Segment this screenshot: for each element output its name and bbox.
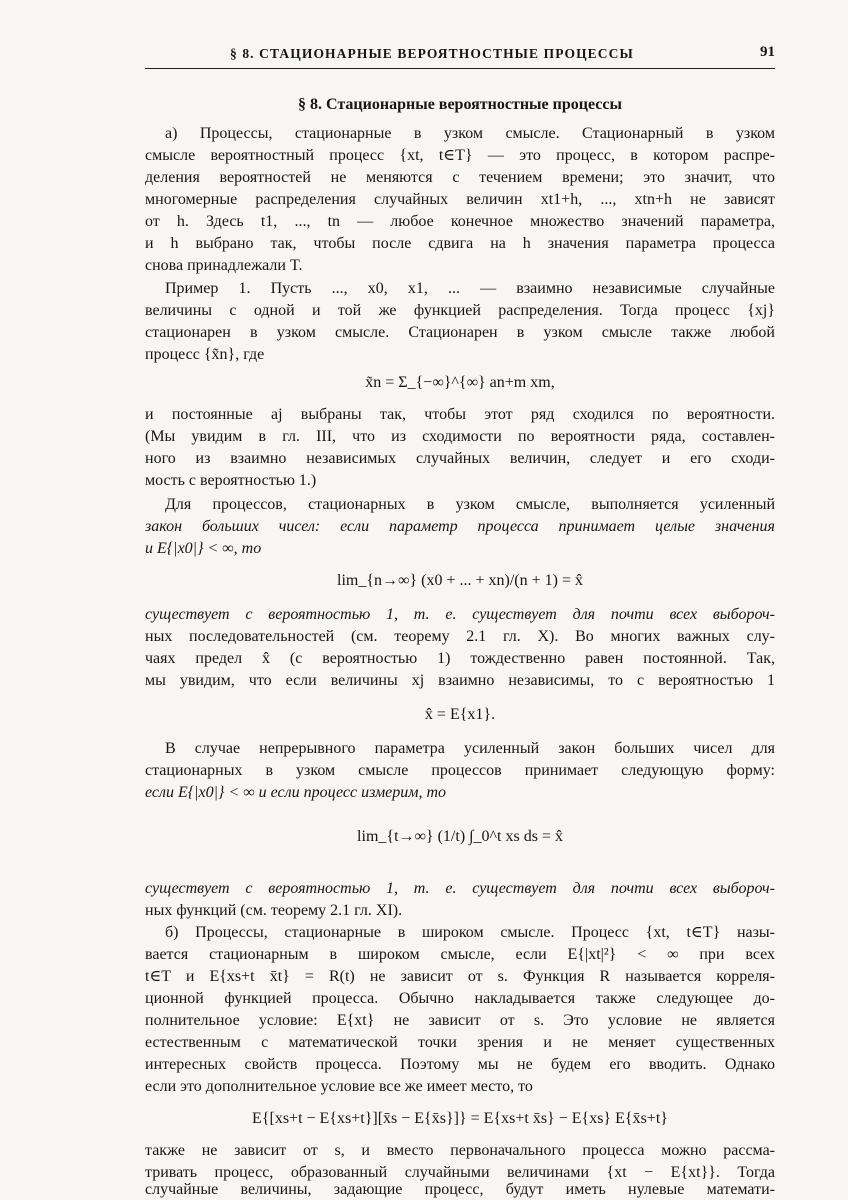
header-rule <box>145 68 775 69</box>
text-line: ных последовательностей (см. теорему 2.1 гл. X). Во многих важных слу- <box>145 628 775 645</box>
text-line: закон больших чисел: если параметр процесса принимает целые значения <box>145 518 775 535</box>
text-line: t∈T и E{xs+t x̄t} = R(t) не зависит от s. Функция R называется корреля- <box>145 968 775 985</box>
text-line: многомерные распределения случайных величин xt1+h, ..., xtn+h не зависят <box>145 191 775 208</box>
section-title: § 8. Стационарные вероятностные процессы <box>298 96 622 113</box>
text-line: вается стационарным в широком смысле, если E{|xt|²} < ∞ при всех <box>145 946 775 963</box>
formula-series: x̃n = Σ_{−∞}^{∞} an+m xm, <box>365 374 555 391</box>
text-line: б) Процессы, стационарные в широком смысле. Процесс {xt, t∈T} назы- <box>165 924 775 941</box>
text-line: (Мы увидим в гл. III, что из сходимости по вероятности ряда, составлен- <box>145 428 775 445</box>
text-line: случайные величины, задающие процесс, будут иметь нулевые математи- <box>145 1181 775 1198</box>
text-line: величины с одной и той же функцией распределения. Тогда процесс {xj} <box>145 302 775 319</box>
text-line: ционной функцией процесса. Обычно накладывается также следующее до- <box>145 990 775 1007</box>
text-line: В случае непрерывного параметра усиленный закон больших чисел для <box>165 740 775 757</box>
text-line: существует с вероятностью 1, т. е. существует для почти всех выбороч- <box>145 880 775 897</box>
formula-x-hat-value: x̂ = E{x1}. <box>424 706 496 723</box>
text-line: процесс {x̃n}, где <box>145 346 265 363</box>
text-line: деления вероятностей не меняются с течением времени; это значит, что <box>145 169 775 186</box>
text-line: стационарных в узком смысле процессов принимает следующую форму: <box>145 762 775 779</box>
text-line: мость с вероятностью 1.) <box>145 472 317 489</box>
text-line: тривать процесс, образованный случайными величинами {xt − E{xt}}. Тогда <box>145 1164 775 1181</box>
text-line: чаях предел x̂ (с вероятностью 1) тождественно равен постоянной. Так, <box>145 650 775 667</box>
text-line: естественным с математической точки зрения и не меняет существенных <box>145 1034 775 1051</box>
text-line: а) Процессы, стационарные в узком смысле. Стационарный в узком <box>165 125 775 142</box>
formula-lln-continuous: lim_{t→∞} (1/t) ∫_0^t xs ds = x̂ <box>357 828 563 845</box>
text-line: ных функций (см. теорему 2.1 гл. XI). <box>145 902 403 919</box>
text-line: если это дополнительное условие все же имеет место, то <box>145 1078 533 1095</box>
formula-covariance: E{[xs+t − E{xs+t}][x̄s − E{x̄s}]} = E{xs+t x̄s} − E{xs} E{x̄s+t} <box>252 1110 668 1127</box>
text-line: стационарен в узком смысле. Стационарен в узком смысле также любой <box>145 324 775 341</box>
text-line: если E{|x0|} < ∞ и если процесс измерим, то <box>145 784 447 801</box>
text-line: от h. Здесь t1, ..., tn — любое конечное множество значений параметра, <box>145 213 775 230</box>
text-line: интересных свойств процесса. Поэтому мы не будем его вводить. Однако <box>145 1056 775 1073</box>
text-line: ного из взаимно независимых случайных величин, следует и его сходи- <box>145 450 775 467</box>
text-line: и E{|x0|} < ∞, то <box>145 540 262 557</box>
text-line: и постоянные aj выбраны так, чтобы этот ряд сходился по вероятности. <box>145 406 775 423</box>
text-line: Для процессов, стационарных в узком смысле, выполняется усиленный <box>165 496 775 513</box>
text-line: полнительное условие: E{xt} не зависит от s. Это условие не является <box>145 1012 775 1029</box>
formula-lln-discrete: lim_{n→∞} (x0 + ... + xn)/(n + 1) = x̂ <box>337 572 583 589</box>
text-line: снова принадлежали T. <box>145 257 303 274</box>
text-line: существует с вероятностью 1, т. е. существует для почти всех выбороч- <box>145 606 775 623</box>
text-line: также не зависит от s, и вместо первоначального процесса можно рассма- <box>145 1142 775 1159</box>
running-head-title: § 8. СТАЦИОНАРНЫЕ ВЕРОЯТНОСТНЫЕ ПРОЦЕССЫ <box>230 46 634 61</box>
text-line: и h выбрано так, чтобы после сдвига на h значения параметра процесса <box>145 235 775 252</box>
page-number: 91 <box>760 44 775 60</box>
text-line: смысле вероятностный процесс {xt, t∈T} — это процесс, в котором распре- <box>145 147 775 164</box>
text-line: мы увидим, что если величины xj взаимно независимы, то с вероятностью 1 <box>145 672 775 689</box>
text-line: Пример 1. Пусть ..., x0, x1, ... — взаимно независимые случайные <box>165 280 775 297</box>
